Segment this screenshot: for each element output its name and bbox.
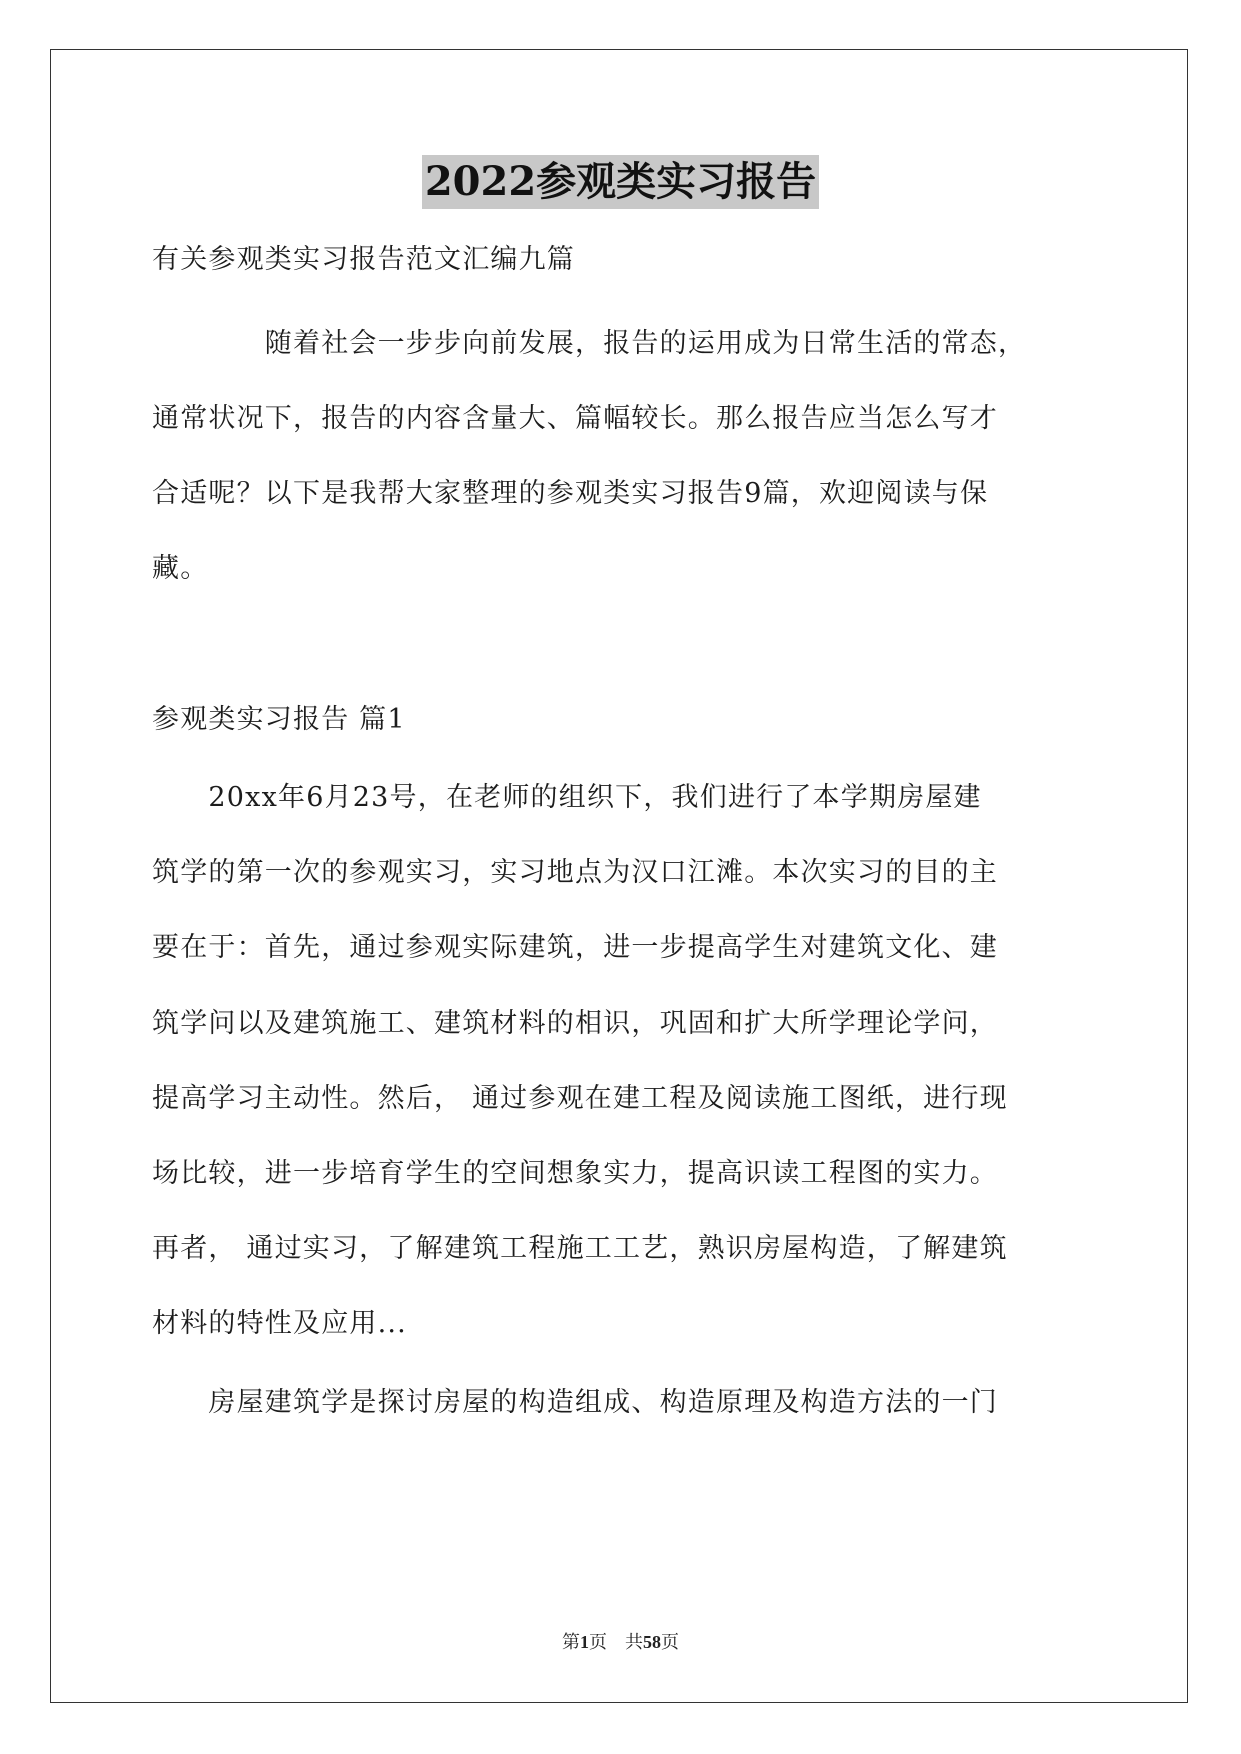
body-line: 20xx年6月23号，在老师的组织下，我们进行了本学期房屋建	[152, 782, 982, 813]
footer-suffix: 页	[661, 1632, 679, 1653]
body-line: 合适呢？以下是我帮大家整理的参观类实习报告9篇，欢迎阅读与保	[152, 478, 989, 509]
body-line: 要在于：首先，通过参观实际建筑，进一步提高学生对建筑文化、建	[152, 932, 998, 963]
title-container	[0, 155, 1241, 209]
body-line: 筑学的第一次的参观实习，实习地点为汉口江滩。本次实习的目的主	[152, 857, 998, 888]
body-line: 场比较，进一步培育学生的空间想象实力，提高识读工程图的实力。	[152, 1158, 998, 1189]
body-line: 通常状况下，报告的内容含量大、篇幅较长。那么报告应当怎么写才	[152, 403, 998, 434]
footer-prefix: 第	[562, 1632, 580, 1653]
footer-page-number: 1	[580, 1632, 589, 1652]
body-line: 藏。	[152, 553, 209, 584]
section-heading: 参观类实习报告 篇1	[152, 704, 406, 735]
body-line: 材料的特性及应用...	[152, 1308, 407, 1339]
subtitle-line: 有关参观类实习报告范文汇编九篇	[152, 244, 575, 275]
footer-total-pages: 58	[643, 1632, 661, 1652]
document-title: 2022参观类实习报告	[422, 155, 819, 209]
body-line: 随着社会一步步向前发展，报告的运用成为日常生活的常态，	[152, 328, 1027, 359]
page-footer	[0, 1628, 1241, 1654]
body-line: 房屋建筑学是探讨房屋的构造组成、构造原理及构造方法的一门	[152, 1387, 998, 1418]
footer-middle: 页 共	[589, 1632, 643, 1653]
body-line: 筑学问以及建筑施工、建筑材料的相识，巩固和扩大所学理论学问，	[152, 1008, 998, 1039]
body-line: 提高学习主动性。然后， 通过参观在建工程及阅读施工图纸，进行现	[152, 1083, 1008, 1114]
body-line: 再者， 通过实习，了解建筑工程施工工艺，熟识房屋构造，了解建筑	[152, 1233, 1008, 1264]
